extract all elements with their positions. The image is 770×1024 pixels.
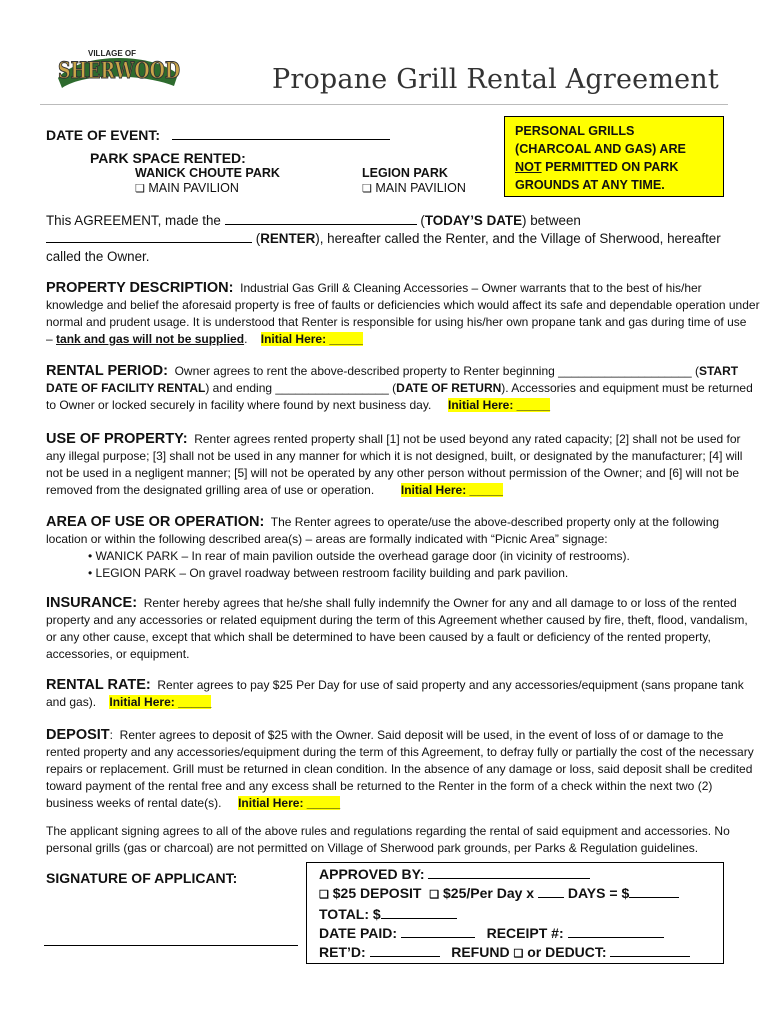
park2-name: LEGION PARK [362, 166, 448, 180]
area-of-use-section [46, 514, 719, 582]
deposit-line: repairs or replacement. Grill must be returned in clean condition. In the absence of any damage or loss, said deposit shall be credited [46, 762, 753, 776]
rental-rate-section [46, 677, 744, 711]
signature-label: SIGNATURE OF APPLICANT: [46, 870, 238, 886]
approved-by-label: APPROVED BY: [319, 866, 425, 882]
initial-here-field[interactable]: Initial Here: _____ [238, 796, 341, 810]
rate-line: and gas). [46, 695, 97, 709]
agreement-date-field[interactable] [225, 224, 417, 225]
park2-option-label: MAIN PAVILION [375, 181, 466, 195]
area-line: The Renter agrees to operate/use the above-described property only at the following [270, 515, 720, 529]
park-space-label: PARK SPACE RENTED: [90, 150, 246, 166]
renter-label: RENTER [260, 231, 316, 246]
agreement-line1: This AGREEMENT, made the (TODAY’S DATE) between [46, 213, 581, 228]
tank-gas-not-supplied: tank and gas will not be supplied [56, 332, 245, 346]
deposit-line: rented property and any accessories/equipment during the term of this Agreement, to defray fully or partially the cost of the necessary [46, 745, 754, 759]
property-line: – [46, 332, 53, 346]
header-rule [40, 104, 728, 105]
signature-line[interactable] [44, 945, 298, 946]
rental-period-line: ) and ending _________________ ( [205, 381, 397, 395]
refund-label: REFUND [451, 944, 510, 960]
area-bullet-wanick: • WANICK PARK – In rear of main pavilion outside the overhead garage door (in vicinity of restrooms). [88, 549, 630, 563]
rental-date-label: DATE OF FACILITY RENTAL [46, 381, 206, 395]
approved-by-field[interactable] [428, 878, 590, 879]
deposit-line: toward payment of the rental free and any excess shall be returned to the Renter in the form of a check within the next two (2) [46, 779, 713, 793]
property-line: Industrial Gas Grill & Cleaning Accessories – Owner warrants that to the best of his/her [240, 281, 702, 295]
initial-here-field[interactable]: Initial Here: _____ [400, 483, 503, 497]
date-of-event-label: DATE OF EVENT: [46, 127, 161, 143]
park1-option[interactable] [135, 181, 239, 195]
page-title: Propane Grill Rental Agreement [272, 64, 719, 95]
personal-grills-notice [504, 116, 724, 197]
renter-name-field[interactable] [46, 242, 252, 243]
total-field[interactable] [381, 918, 457, 919]
rate-heading: RENTAL RATE: [46, 677, 151, 693]
property-heading: PROPERTY DESCRIPTION: [46, 280, 234, 296]
rate-line: Renter agrees to pay $25 Per Day for use of said property and any accessories/equipment (sans propane tank [157, 678, 744, 692]
use-line: Renter agrees rented property shall [1] not be used beyond any rated capacity; [2] shall not be used for [194, 432, 741, 446]
closing-statement [46, 823, 730, 857]
rental-period-line: ). Accessories and equipment must be returned [501, 381, 753, 395]
closing-line: personal grills (gas or charcoal) are not permitted on Village of Sherwood park grounds, per Parks & Regulation guidelines. [46, 841, 699, 855]
park1-option-label: MAIN PAVILION [148, 181, 239, 195]
use-line: removed from the designated grilling area of use or operation. [46, 483, 375, 497]
agreement-text: This AGREEMENT, made the [46, 213, 221, 228]
notice-line1: PERSONAL GRILLS [515, 124, 635, 138]
notice-line4: GROUNDS AT ANY TIME. [515, 178, 665, 192]
insurance-section [46, 595, 748, 663]
agreement-text: ), hereafter called the Renter, and the Village of Sherwood, hereafter [315, 231, 721, 246]
agreement-text: between [530, 213, 581, 228]
date-paid-field[interactable] [401, 937, 475, 938]
agreement-line3: called the Owner. [46, 249, 150, 264]
receipt-field[interactable] [568, 937, 664, 938]
notice-line3-rest: PERMITTED ON PARK [541, 160, 679, 174]
todays-date-label: TODAY’S DATE [424, 213, 523, 228]
rental-period-heading: RENTAL PERIOD: [46, 363, 168, 379]
days-field[interactable] [538, 897, 564, 898]
insurance-line: or any other cause, except that which shall be determined to have been caused by a fault or deficiency of the rented property, [46, 630, 711, 644]
returned-field[interactable] [370, 956, 440, 957]
total-label: TOTAL: $ [319, 906, 381, 922]
insurance-heading: INSURANCE: [46, 595, 138, 611]
notice-line2: (CHARCOAL AND GAS) ARE [515, 142, 686, 156]
deduct-label: or DEDUCT: [527, 944, 607, 960]
deduct-field[interactable] [610, 956, 690, 957]
use-heading: USE OF PROPERTY: [46, 431, 188, 447]
property-description-section [46, 280, 760, 348]
checkbox-icon[interactable]: ❏ [429, 889, 440, 901]
insurance-line: accessories, or equipment. [46, 647, 190, 661]
area-line: location or within the following described area(s) – areas are formally indicated with “Picnic Area” signage: [46, 532, 608, 546]
days-amount-field[interactable] [629, 897, 679, 898]
per-day-option: $25/Per Day x [443, 885, 535, 901]
deposit-option: $25 DEPOSIT [332, 885, 422, 901]
park2-option[interactable] [362, 181, 466, 195]
days-total-label: DAYS = $ [567, 885, 630, 901]
checkbox-icon[interactable]: ❏ [513, 948, 524, 960]
initial-here-field[interactable]: Initial Here: _____ [447, 398, 551, 412]
return-date-label: DATE OF RETURN [396, 381, 502, 395]
deposit-colon: : [109, 728, 113, 742]
area-heading: AREA OF USE OR OPERATION: [46, 514, 265, 530]
office-use-box [306, 862, 724, 964]
property-line: knowledge and belief the aforesaid property is free of faults or deficiencies which would affect its safe and dependable operation under [46, 298, 760, 312]
use-line: not be used in a negligent manner; [5] will not be operated by any other person without permission of the Owner; and [6] will not be [46, 466, 740, 480]
agreement-intro [46, 212, 721, 266]
deposit-line: business weeks of rental date(s). [46, 796, 222, 810]
initial-here-field[interactable]: Initial Here: _____ [260, 332, 363, 346]
agreement-line2: (RENTER), hereafter called the Renter, and the Village of Sherwood, hereafter [46, 230, 721, 248]
checkbox-icon[interactable]: ❏ [319, 889, 329, 901]
park1-name: WANICK CHOUTE PARK [135, 166, 280, 180]
rental-period-line: to Owner or locked securely in facility where found by next business day. [46, 398, 432, 412]
notice-not: NOT [515, 160, 542, 174]
logo-text-main: SHERWOOD [58, 58, 180, 84]
initial-here-field[interactable]: Initial Here: _____ [109, 695, 212, 709]
receipt-label: RECEIPT #: [486, 925, 564, 941]
logo-text-top: VILLAGE OF [88, 49, 136, 58]
deposit-heading: DEPOSIT [46, 727, 110, 743]
insurance-line: Renter hereby agrees that he/she shall fully indemnify the Owner for any and all damage to or loss of the rented [143, 596, 737, 610]
use-line: any illegal purpose; [3] shall not be used in any manner for which it is not designed, built, or designated by the manufacturer; [4] will [46, 449, 743, 463]
checkbox-icon: ❏ [362, 183, 372, 195]
property-line: normal and prudent usage. It is understood that Renter is responsible for using his/her own propane tank and gas during time of use [46, 315, 747, 329]
rental-period-line: Owner agrees to rent the above-described property to Renter beginning ____________________ ( [174, 364, 699, 378]
deposit-line: Renter agrees to deposit of $25 with the Owner. Said deposit will be used, in the event of loss of or damage to the [119, 728, 724, 742]
checkbox-icon: ❏ [135, 183, 145, 195]
insurance-line: property and any accessories or related equipment during the term of this Agreement whether caused by fire, theft, flood, vandalism, [46, 613, 748, 627]
area-bullet-legion: • LEGION PARK – On gravel roadway between restroom facility building and park pavilion. [88, 566, 569, 580]
start-label: START [698, 364, 739, 378]
date-of-event-row [46, 127, 390, 143]
notice-line3 [515, 158, 715, 176]
village-logo [50, 44, 185, 94]
use-of-property-section [46, 431, 742, 499]
returned-label: RET’D: [319, 944, 366, 960]
deposit-section [46, 727, 754, 812]
property-line: . [244, 332, 248, 346]
date-of-event-field[interactable] [172, 139, 390, 140]
date-paid-label: DATE PAID: [319, 925, 398, 941]
closing-line: The applicant signing agrees to all of the above rules and regulations regarding the rental of said equipment and accessories. No [46, 824, 730, 838]
rental-period-section [46, 363, 753, 414]
